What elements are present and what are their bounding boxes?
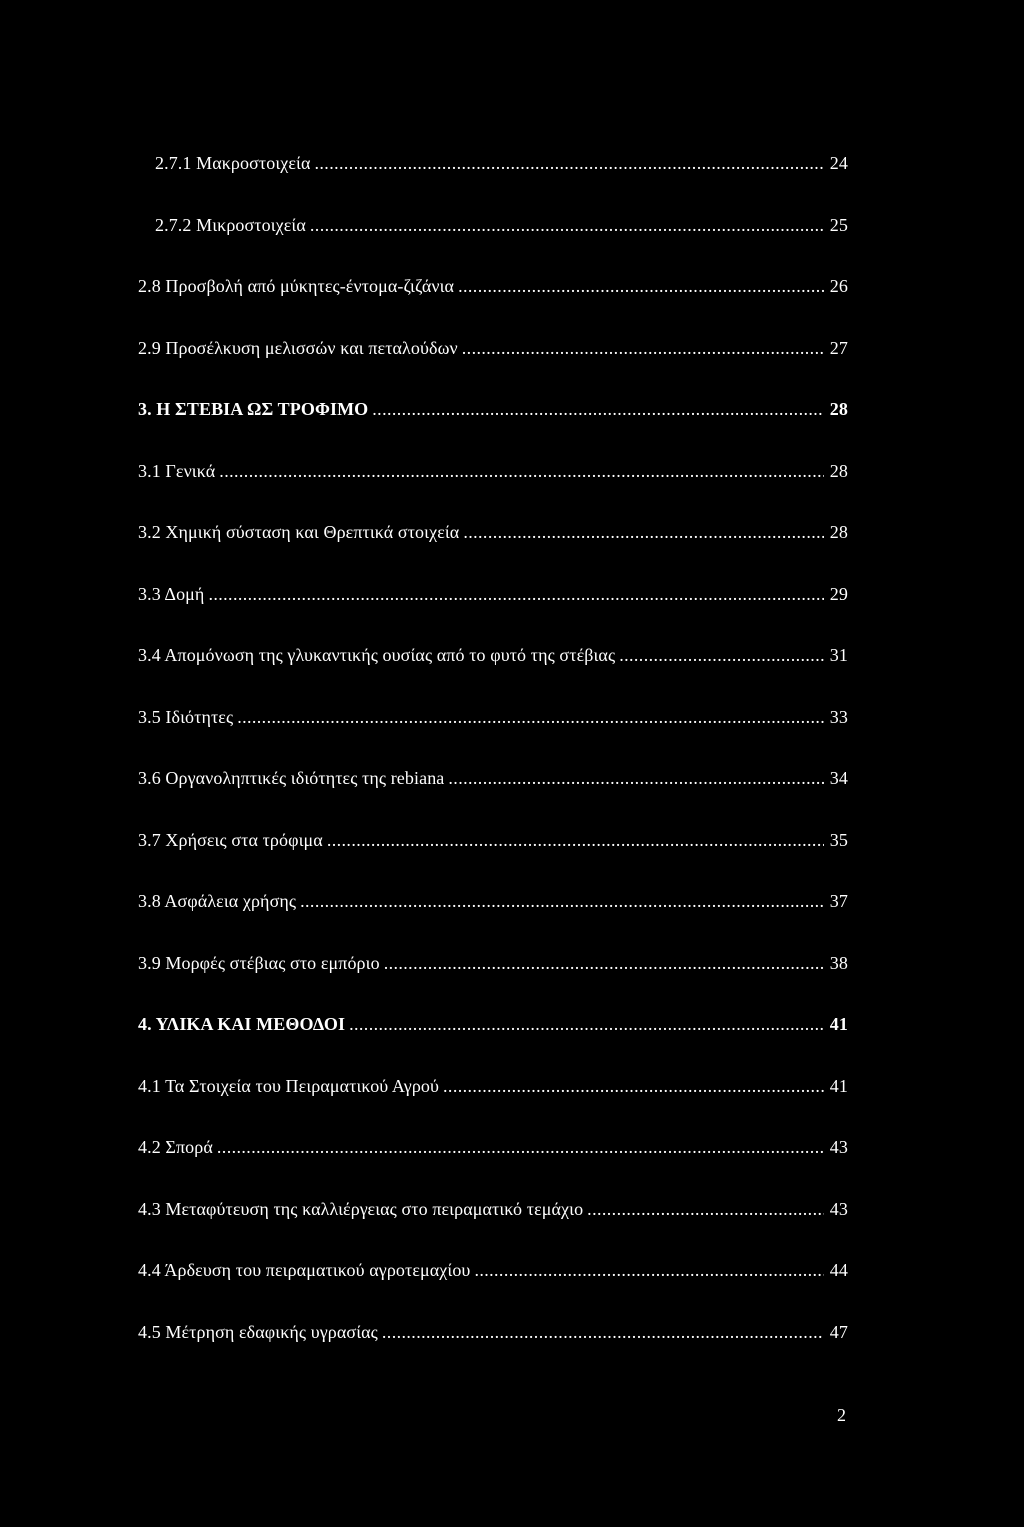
toc-entry-page: 41 — [829, 1076, 848, 1096]
toc-entry — [138, 1136, 848, 1158]
toc-dot-leader — [237, 706, 824, 728]
toc-entry — [138, 1259, 848, 1281]
toc-entry-title: 3.1 Γενικά — [138, 461, 216, 481]
toc-entry-title: 3. Η ΣΤΕΒΙΑ ΩΣ ΤΡΟΦΙΜΟ — [138, 399, 369, 419]
toc-dot-leader — [219, 460, 824, 482]
toc-entry — [138, 1075, 848, 1097]
toc-dot-leader — [310, 214, 824, 236]
toc-entry-page: 47 — [829, 1322, 848, 1342]
toc-entry-title: 4.5 Μέτρηση εδαφικής υγρασίας — [138, 1322, 378, 1342]
toc-dot-leader — [458, 275, 824, 297]
toc-entry-title: 3.7 Χρήσεις στα τρόφιμα — [138, 830, 323, 850]
toc-dot-leader — [448, 767, 823, 789]
toc-entry — [138, 1013, 848, 1035]
toc-entry — [138, 521, 848, 543]
toc-entry — [138, 275, 848, 297]
toc-entry — [138, 1198, 848, 1220]
toc-entry-title: 4.4 Άρδευση του πειραματικού αγροτεμαχίου — [138, 1260, 471, 1280]
toc-entry-page: 33 — [829, 707, 848, 727]
toc-dot-leader — [300, 890, 824, 912]
toc-dot-leader — [382, 1321, 824, 1343]
toc-entry-page: 43 — [829, 1199, 848, 1219]
toc-entry — [138, 706, 848, 728]
toc-entry-page: 27 — [829, 338, 848, 358]
toc-entry-page: 28 — [829, 522, 848, 542]
toc-entry-title: 3.3 Δομή — [138, 584, 205, 604]
toc-entry — [138, 398, 848, 420]
toc-entry — [138, 952, 848, 974]
page-number: 2 — [837, 1405, 846, 1425]
toc-entry-page: 24 — [829, 153, 848, 173]
toc-entry-title: 2.7.1 Μακροστοιχεία — [155, 153, 311, 173]
toc-dot-leader — [384, 952, 824, 974]
toc-entry — [138, 644, 848, 666]
toc-dot-leader — [208, 583, 823, 605]
toc-entry-page: 37 — [829, 891, 848, 911]
toc-dot-leader — [217, 1136, 824, 1158]
toc-dot-leader — [463, 521, 823, 543]
toc-entry-page: 34 — [829, 768, 848, 788]
toc-entry — [155, 152, 848, 174]
toc-dot-leader — [327, 829, 824, 851]
toc-entry — [138, 337, 848, 359]
toc-entry-title: 3.2 Χημική σύσταση και Θρεπτικά στοιχεία — [138, 522, 460, 542]
toc-dot-leader — [619, 644, 824, 666]
toc-entry-title: 3.5 Ιδιότητες — [138, 707, 234, 727]
toc-dot-leader — [315, 152, 824, 174]
toc-dot-leader — [462, 337, 824, 359]
toc-entry-page: 35 — [829, 830, 848, 850]
toc-entry — [138, 767, 848, 789]
toc-entry-title: 3.6 Οργανοληπτικές ιδιότητες της rebiana — [138, 768, 445, 788]
toc-entry — [138, 1321, 848, 1343]
toc-entry-title: 2.9 Προσέλκυση μελισσών και πεταλούδων — [138, 338, 458, 358]
toc-dot-leader — [372, 398, 824, 420]
toc-entry-page: 31 — [829, 645, 848, 665]
toc-entry-page: 43 — [829, 1137, 848, 1157]
toc-entry-title: 3.9 Μορφές στέβιας στο εμπόριο — [138, 953, 380, 973]
toc-entry-title: 4.3 Μεταφύτευση της καλλιέργειας στο πειραματικό τεμάχιο — [138, 1199, 584, 1219]
toc-entry — [138, 583, 848, 605]
toc-dot-leader — [443, 1075, 824, 1097]
toc-entry-page: 41 — [829, 1014, 848, 1034]
toc-entry-title: 3.8 Ασφάλεια χρήσης — [138, 891, 297, 911]
toc-entry-page: 28 — [829, 399, 848, 419]
toc-entry-page: 28 — [829, 461, 848, 481]
toc-entry-title: 4.1 Τα Στοιχεία του Πειραματικού Αγρού — [138, 1076, 440, 1096]
toc-entry-title: 4. ΥΛΙΚΑ ΚΑΙ ΜΕΘΟΔΟΙ — [138, 1014, 346, 1034]
toc-entry-page: 38 — [829, 953, 848, 973]
toc-dot-leader — [587, 1198, 824, 1220]
toc-dot-leader — [349, 1013, 824, 1035]
toc-entry-title: 4.2 Σπορά — [138, 1137, 213, 1157]
toc-entry — [138, 890, 848, 912]
toc-entry-page: 44 — [829, 1260, 848, 1280]
toc-entry-page: 29 — [829, 584, 848, 604]
toc-entry-title: 3.4 Απομόνωση της γλυκαντικής ουσίας από το φυτό της στέβιας — [138, 645, 616, 665]
toc-entry — [138, 829, 848, 851]
toc-entry — [155, 214, 848, 236]
toc-entry — [138, 460, 848, 482]
toc-entry-title: 2.7.2 Μικροστοιχεία — [155, 215, 306, 235]
toc-entry-page: 26 — [829, 276, 848, 296]
toc-dot-leader — [474, 1259, 823, 1281]
toc-entry-title: 2.8 Προσβολή από μύκητες-έντομα-ζιζάνια — [138, 276, 455, 296]
toc-entry-page: 25 — [829, 215, 848, 235]
